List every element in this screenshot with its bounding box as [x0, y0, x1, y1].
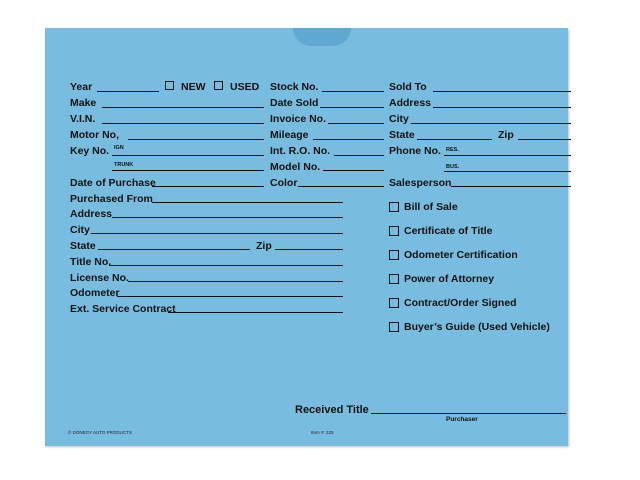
color-field[interactable] [298, 186, 384, 187]
color-label: Color [270, 177, 298, 189]
bus-label: BUS. [446, 164, 460, 170]
key-label: Key No. [70, 145, 110, 157]
power-of-attorney-label: Power of Attorney [404, 273, 495, 285]
make-label: Make [70, 97, 97, 109]
address-field[interactable] [112, 217, 343, 218]
stock-no-field[interactable] [322, 91, 384, 92]
odometer-certification-label: Odometer Certification [404, 249, 518, 261]
buyer-zip-field[interactable] [518, 139, 571, 140]
brand-text: © DONEGY AUTO PRODUCTS [68, 430, 132, 435]
bill-of-sale-checkbox[interactable] [389, 202, 399, 212]
title-no-field[interactable] [109, 265, 343, 266]
contract-order-signed-label: Contract/Order Signed [404, 297, 517, 309]
ext-service-contract-label: Ext. Service Contract [70, 303, 176, 315]
model-no-field[interactable] [323, 170, 384, 171]
thumb-notch [293, 28, 351, 46]
buyers-guide-label: Buyer’s Guide (Used Vehicle) [404, 321, 550, 333]
purchased-from-field[interactable] [152, 202, 343, 203]
make-field[interactable] [102, 107, 264, 108]
used-label: USED [230, 81, 260, 93]
sold-to-label: Sold To [389, 81, 427, 93]
received-title-signature-field[interactable] [371, 413, 566, 414]
vin-label: V.I.N. [70, 113, 96, 125]
date-sold-label: Date Sold [270, 97, 319, 109]
invoice-no-field[interactable] [328, 123, 384, 124]
city-label: City [70, 224, 90, 236]
buyer-address-label: Address [389, 97, 432, 109]
odometer-label: Odometer [70, 287, 120, 299]
model-no-label: Model No. [270, 161, 321, 173]
buyer-state-field[interactable] [417, 139, 492, 140]
buyer-city-label: City [389, 113, 409, 125]
certificate-of-title-label: Certificate of Title [404, 225, 493, 237]
power-of-attorney-checkbox[interactable] [389, 274, 399, 284]
sold-to-field[interactable] [433, 91, 571, 92]
date-of-purchase-field[interactable] [152, 186, 264, 187]
new-checkbox[interactable] [165, 81, 174, 90]
buyer-zip-label: Zip [498, 129, 514, 141]
int-ro-no-label: Int. R.O. No. [270, 145, 331, 157]
bill-of-sale-label: Bill of Sale [404, 201, 458, 213]
certificate-of-title-checkbox[interactable] [389, 226, 399, 236]
received-title-label: Received Title [295, 404, 369, 416]
buyers-guide-checkbox[interactable] [389, 322, 399, 332]
year-field[interactable] [97, 91, 159, 92]
title-no-label: Title No. [70, 256, 112, 268]
buyer-address-field[interactable] [433, 107, 571, 108]
salesperson-label: Salesperson [389, 177, 452, 189]
purchased-from-label: Purchased From [70, 193, 153, 205]
license-no-label: License No. [70, 272, 129, 284]
motor-label: Motor No, [70, 129, 119, 141]
mileage-label: Mileage [270, 129, 309, 141]
used-checkbox[interactable] [214, 81, 223, 90]
trunk-label: TRUNK [114, 162, 134, 168]
invoice-no-label: Invoice No. [270, 113, 327, 125]
contract-order-signed-checkbox[interactable] [389, 298, 399, 308]
odometer-certification-checkbox[interactable] [389, 250, 399, 260]
zip-label: Zip [256, 240, 272, 252]
year-label: Year [70, 81, 93, 93]
license-no-field[interactable] [128, 281, 343, 282]
stock-no-label: Stock No. [270, 81, 319, 93]
zip-field[interactable] [275, 249, 343, 250]
int-ro-no-field[interactable] [334, 155, 384, 156]
ign-key-field[interactable] [112, 155, 264, 156]
res-label: RES. [446, 147, 459, 153]
city-field[interactable] [91, 233, 343, 234]
vin-field[interactable] [102, 123, 264, 124]
buyer-state-label: State [389, 129, 415, 141]
new-label: NEW [181, 81, 206, 93]
date-of-purchase-label: Date of Purchase [70, 177, 156, 189]
state-label: State [70, 240, 96, 252]
state-field[interactable] [98, 249, 250, 250]
date-sold-field[interactable] [320, 107, 384, 108]
address-label: Address [70, 208, 113, 220]
purchaser-label: Purchaser [446, 416, 478, 423]
buyer-city-field[interactable] [411, 123, 571, 124]
ign-label: IGN [114, 145, 124, 151]
motor-field[interactable] [128, 139, 264, 140]
odometer-field[interactable] [117, 296, 343, 297]
res-phone-field[interactable] [444, 155, 571, 156]
salesperson-field[interactable] [451, 186, 571, 187]
phone-no-label: Phone No. [389, 145, 441, 157]
item-number-text: Item #: 225 [311, 430, 334, 435]
mileage-field[interactable] [313, 139, 384, 140]
trunk-key-field[interactable] [112, 170, 264, 171]
bus-phone-field[interactable] [444, 171, 571, 172]
ext-service-contract-field[interactable] [168, 312, 343, 313]
